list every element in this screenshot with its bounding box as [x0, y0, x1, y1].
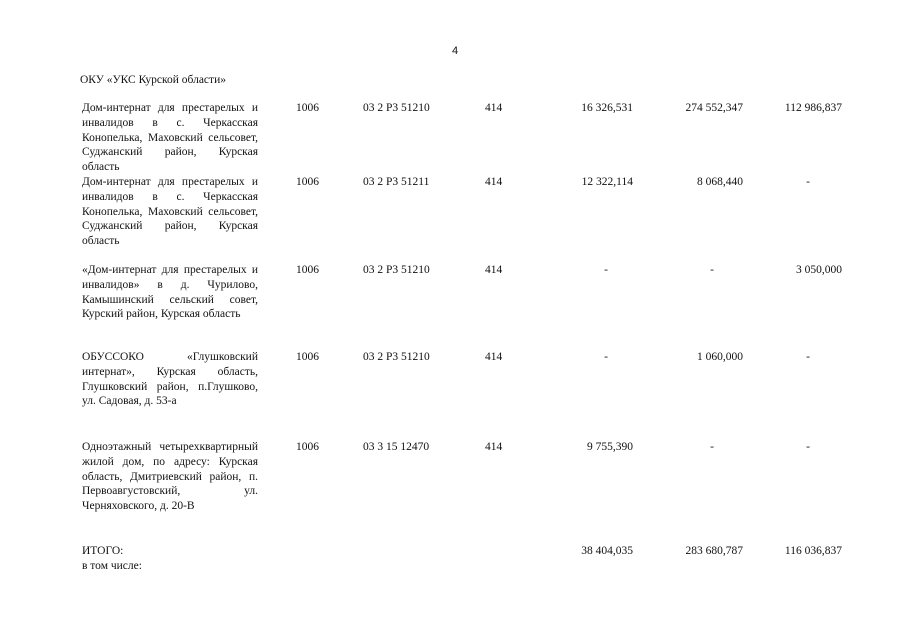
amount-year-3: 112 986,837 [784, 102, 842, 114]
amount-year-1: - [604, 351, 608, 363]
total-year-1: 38 404,035 [581, 545, 633, 557]
amount-year-3: - [806, 351, 810, 363]
target-code: 03 3 15 12470 [363, 441, 430, 453]
amount-year-2: - [710, 441, 714, 453]
section-code: 1006 [296, 176, 319, 188]
amount-year-2: - [710, 264, 714, 276]
object-name: Дом-интернат для престарелых и инвалидов в с. Черкасская Конопелька, Маховский сельсовет, Суджанский район, Курская область [82, 102, 258, 174]
section-code: 1006 [296, 351, 319, 363]
expense-type-code: 414 [485, 264, 503, 276]
target-code: 03 2 Р3 51211 [363, 176, 430, 188]
total-label: ИТОГО: [82, 545, 124, 557]
amount-year-1: 12 322,114 [581, 176, 633, 188]
amount-year-3: - [806, 441, 810, 453]
target-code: 03 2 Р3 51210 [363, 102, 430, 114]
object-name: ОБУССОКО «Глушковский интернат», Курская область, Глушковский район, п.Глушково, ул. Садовая, д. 53-а [82, 351, 258, 408]
object-name: Одноэтажный четырехквартирный жилой дом, по адресу: Курская область, Дмитриевский район, п. Первоавгустовский, ул. Черняховского, д. 20-В [82, 441, 258, 513]
section-code: 1006 [296, 441, 319, 453]
expense-type-code: 414 [485, 102, 503, 114]
object-name: Дом-интернат для престарелых и инвалидов в с. Черкасская Конопелька, Маховский сельсовет, Суджанский район, Курская область [82, 176, 258, 248]
expense-type-code: 414 [485, 176, 503, 188]
expense-type-code: 414 [485, 441, 503, 453]
amount-year-2: 1 060,000 [697, 351, 743, 363]
total-sublabel: в том числе: [82, 560, 142, 572]
section-code: 1006 [296, 102, 319, 114]
page-number: 4 [451, 45, 459, 57]
total-year-3: 116 036,837 [784, 545, 842, 557]
object-name: «Дом-интернат для престарелых и инвалидов» в д. Чурилово, Камышинский сельский совет, Курский район, Курская область [82, 264, 258, 321]
amount-year-1: 16 326,531 [581, 102, 633, 114]
amount-year-1: - [604, 264, 608, 276]
section-code: 1006 [296, 264, 319, 276]
organization-title: ОКУ «УКС Курской области» [80, 74, 226, 86]
total-year-2: 283 680,787 [685, 545, 743, 557]
amount-year-3: 3 050,000 [796, 264, 842, 276]
expense-type-code: 414 [485, 351, 503, 363]
target-code: 03 2 Р3 51210 [363, 264, 430, 276]
target-code: 03 2 Р3 51210 [363, 351, 430, 363]
amount-year-2: 274 552,347 [685, 102, 743, 114]
amount-year-3: - [806, 176, 810, 188]
amount-year-1: 9 755,390 [587, 441, 633, 453]
amount-year-2: 8 068,440 [697, 176, 743, 188]
